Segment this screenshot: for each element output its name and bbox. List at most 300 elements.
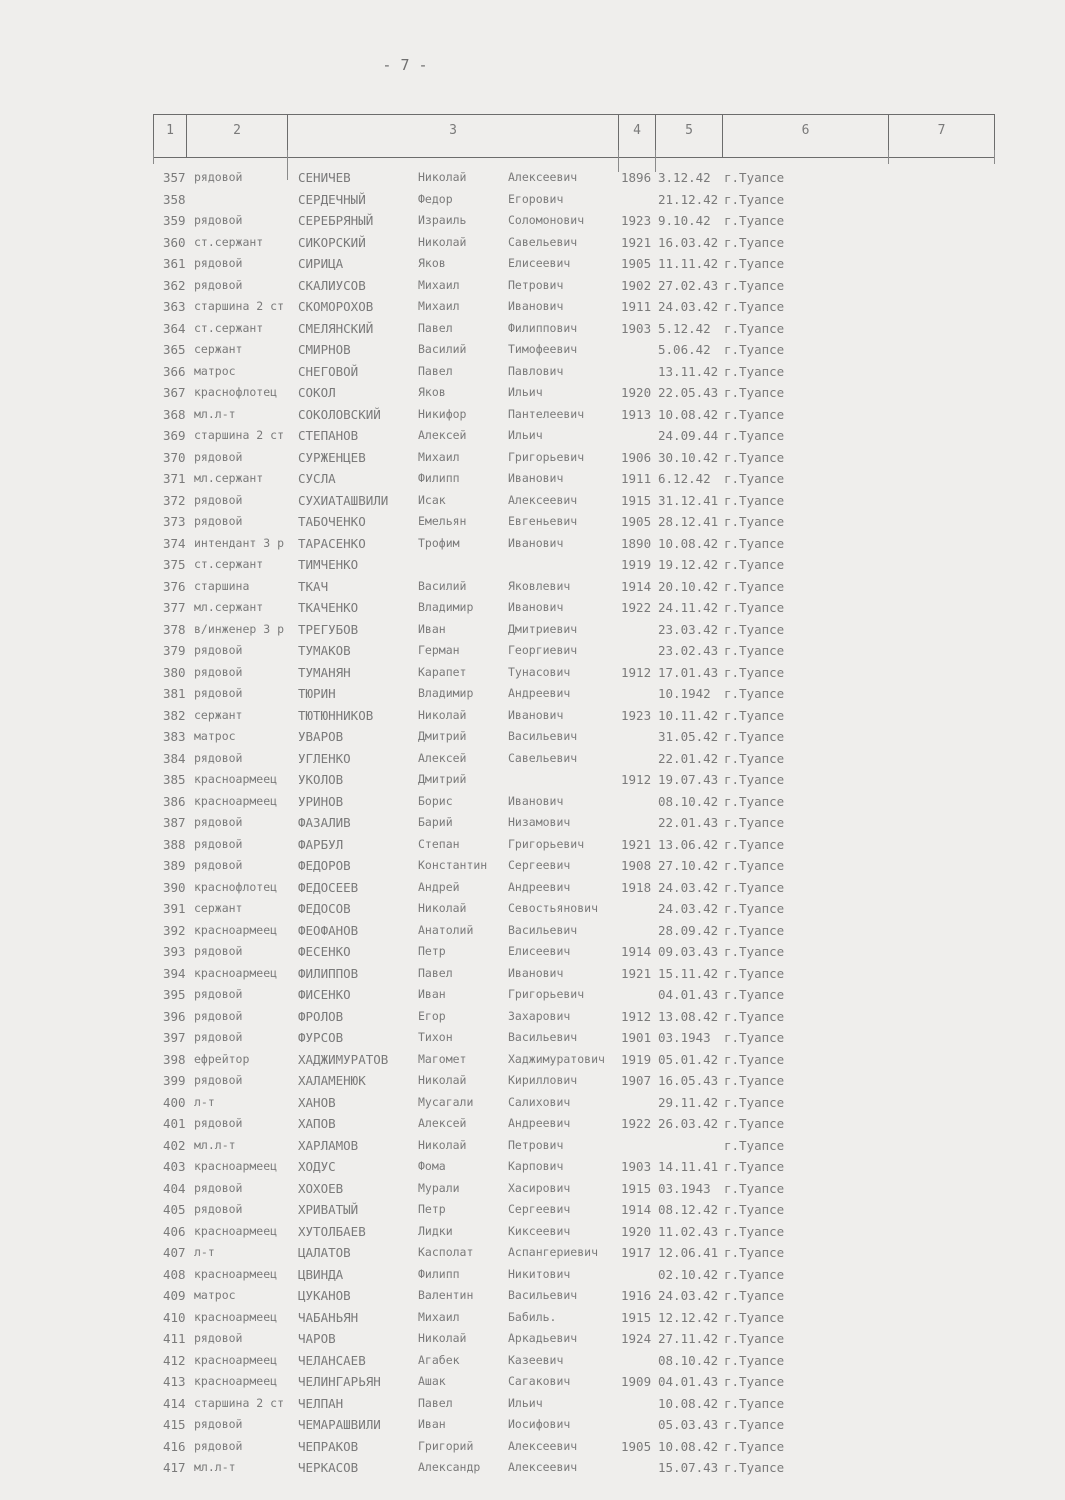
table-row (0, 769, 1065, 791)
record-number: 388 (163, 836, 186, 852)
record-burial-place: г.Туапсе (724, 449, 785, 465)
record-birth-year: 1920 (621, 385, 652, 400)
record-burial-place: г.Туапсе (724, 643, 785, 658)
record-first-name: Герман (418, 643, 460, 657)
table-row (0, 511, 1065, 533)
record-burial-place: г.Туапсе (724, 277, 785, 293)
record-burial-place: г.Туапсе (724, 428, 785, 443)
record-burial-place: г.Туапсе (724, 1030, 785, 1045)
record-patronymic: Хаджимуратович (508, 1051, 605, 1066)
record-number: 403 (163, 1159, 186, 1174)
record-burial-place: г.Туапсе (724, 406, 785, 422)
record-surname: ФИЛИППОВ (298, 965, 359, 981)
record-death-date: 20.10.42 (658, 578, 719, 594)
record-burial-place: г.Туапсе (724, 686, 785, 701)
record-surname: СУХИАТАШВИЛИ (298, 492, 389, 508)
record-first-name: Валентин (418, 1288, 474, 1302)
record-surname: ТЮРИН (298, 686, 336, 701)
record-first-name: Яков (418, 385, 446, 399)
record-number: 362 (163, 277, 186, 293)
record-death-date: 27.11.42 (658, 1331, 719, 1346)
record-rank: красноармеец (194, 922, 278, 937)
table-row (0, 1285, 1065, 1307)
record-death-date: 11.02.43 (658, 1223, 719, 1239)
record-birth-year: 1911 (621, 471, 652, 486)
record-number: 387 (163, 815, 186, 830)
record-surname: ФЕДОРОВ (298, 858, 351, 873)
record-first-name: Иван (418, 987, 446, 1001)
record-surname: ФЕДОСОВ (298, 901, 351, 916)
record-number: 396 (163, 1008, 186, 1024)
record-burial-place: г.Туапсе (724, 1223, 785, 1239)
record-number: 374 (163, 535, 186, 551)
record-patronymic: Андреевич (508, 879, 571, 894)
table-row (0, 425, 1065, 447)
record-burial-place: г.Туапсе (724, 191, 785, 207)
record-burial-place: г.Туапсе (724, 858, 785, 873)
record-birth-year: 1912 (621, 1008, 652, 1024)
record-death-date: 08.12.42 (658, 1202, 719, 1217)
record-patronymic: Иванович (508, 471, 564, 485)
record-death-date: 15.11.42 (658, 965, 719, 981)
record-surname: ХАРЛАМОВ (298, 1137, 359, 1153)
record-death-date: 21.12.42 (658, 191, 719, 207)
record-surname: ХРИВАТЫЙ (298, 1202, 359, 1217)
record-rank: л-т (194, 1094, 215, 1109)
record-rank: мл.л-т (194, 1137, 236, 1152)
column-header-5: 5 (655, 115, 722, 157)
record-number: 360 (163, 234, 186, 250)
record-patronymic: Сергеевич (508, 858, 571, 872)
record-surname: ТКАЧ (298, 578, 329, 594)
record-death-date: 26.03.42 (658, 1116, 719, 1131)
record-rank: рядовой (194, 944, 243, 958)
record-burial-place: г.Туапсе (724, 385, 785, 400)
record-number: 365 (163, 342, 186, 357)
record-surname: УГЛЕНКО (298, 750, 351, 766)
record-surname: ЦУКАНОВ (298, 1288, 351, 1303)
table-row (0, 1027, 1065, 1049)
record-patronymic: Иванович (508, 793, 564, 808)
record-number: 400 (163, 1094, 186, 1110)
record-patronymic: Тимофеевич (508, 342, 578, 356)
record-birth-year: 1912 (621, 772, 652, 787)
record-birth-year: 1914 (621, 1202, 652, 1217)
record-rank: рядовой (194, 256, 243, 270)
record-number: 380 (163, 664, 186, 680)
record-rank: красноармеец (194, 793, 278, 808)
record-first-name: Николай (418, 1073, 467, 1087)
record-number: 381 (163, 686, 186, 701)
table-row (0, 447, 1065, 469)
record-birth-year: 1916 (621, 1288, 652, 1303)
record-number: 392 (163, 922, 186, 938)
record-first-name: Григорий (418, 1438, 474, 1453)
record-patronymic: Севостьянович (508, 901, 599, 915)
record-first-name: Барий (418, 815, 453, 829)
record-burial-place: г.Туапсе (724, 1374, 785, 1389)
record-number: 404 (163, 1180, 186, 1196)
table-row (0, 339, 1065, 361)
record-rank: сержант (194, 342, 243, 356)
record-rank: краснофлотец (194, 385, 278, 399)
record-death-date: 5.06.42 (658, 342, 711, 357)
record-patronymic: Елисеевич (508, 944, 571, 958)
record-rank: рядовой (194, 750, 243, 765)
record-surname: ТРЕГУБОВ (298, 621, 359, 637)
record-number: 414 (163, 1395, 186, 1411)
record-birth-year: 1921 (621, 965, 652, 981)
record-first-name: Исак (418, 492, 446, 507)
record-birth-year: 1924 (621, 1331, 652, 1346)
record-number: 375 (163, 557, 186, 572)
record-number: 359 (163, 213, 186, 228)
record-rank: красноармеец (194, 1266, 278, 1281)
record-patronymic: Григорьевич (508, 836, 585, 851)
record-death-date: 02.10.42 (658, 1266, 719, 1282)
record-number: 370 (163, 449, 186, 465)
record-surname: СОКОЛОВСКИЙ (298, 406, 381, 422)
record-surname: СОКОЛ (298, 385, 336, 400)
record-patronymic: Хасирович (508, 1180, 571, 1195)
record-burial-place: г.Туапсе (724, 772, 785, 787)
record-surname: ФАРБУЛ (298, 836, 344, 852)
record-rank: интендант 3 р (194, 535, 285, 550)
table-row (0, 1307, 1065, 1329)
record-first-name: Николай (418, 234, 467, 249)
record-surname: ЧАРОВ (298, 1331, 336, 1346)
record-death-date: 03.1943 (658, 1180, 711, 1196)
record-death-date: 29.11.42 (658, 1094, 719, 1110)
record-burial-place: г.Туапсе (724, 944, 785, 959)
record-patronymic: Кириллович (508, 1073, 578, 1087)
table-row (0, 619, 1065, 641)
record-first-name: Константин (418, 858, 488, 872)
record-burial-place: г.Туапсе (724, 1417, 785, 1432)
record-number: 394 (163, 965, 186, 981)
record-rank: рядовой (194, 858, 243, 872)
record-birth-year: 1906 (621, 449, 652, 465)
record-burial-place: г.Туапсе (724, 1438, 785, 1454)
record-rank: рядовой (194, 1030, 243, 1044)
record-rank: рядовой (194, 1331, 243, 1345)
record-birth-year: 1922 (621, 600, 652, 615)
table-row (0, 275, 1065, 297)
record-burial-place: г.Туапсе (724, 1159, 785, 1174)
table-row (0, 1135, 1065, 1157)
record-rank: рядовой (194, 492, 243, 507)
record-burial-place: г.Туапсе (724, 1137, 785, 1153)
record-patronymic: Алексеевич (508, 1460, 578, 1474)
table-row (0, 1242, 1065, 1264)
record-burial-place: г.Туапсе (724, 1266, 785, 1282)
record-rank: рядовой (194, 1116, 243, 1130)
record-patronymic: Бабиль. (508, 1309, 557, 1324)
record-birth-year: 1917 (621, 1245, 652, 1260)
table-row (0, 189, 1065, 211)
record-number: 406 (163, 1223, 186, 1239)
record-surname: ФРОЛОВ (298, 1008, 344, 1024)
record-number: 413 (163, 1374, 186, 1389)
record-burial-place: г.Туапсе (724, 1180, 785, 1196)
table-row (0, 1006, 1065, 1028)
record-burial-place: г.Туапсе (724, 793, 785, 809)
record-patronymic: Дмитриевич (508, 621, 578, 636)
record-number: 415 (163, 1417, 186, 1432)
record-surname: ТУМАКОВ (298, 643, 351, 658)
record-burial-place: г.Туапсе (724, 1288, 785, 1303)
column-header-1: 1 (153, 115, 186, 157)
record-burial-place: г.Туапсе (724, 492, 785, 508)
record-burial-place: г.Туапсе (724, 1202, 785, 1217)
record-first-name: Николай (418, 901, 467, 915)
record-surname: СЕНИЧЕВ (298, 170, 351, 185)
record-birth-year: 1902 (621, 277, 652, 293)
record-number: 379 (163, 643, 186, 658)
record-death-date: 22.05.43 (658, 385, 719, 400)
record-first-name: Александр (418, 1460, 481, 1474)
record-patronymic: Васильевич (508, 1288, 578, 1302)
record-first-name: Петр (418, 944, 446, 958)
record-first-name: Андрей (418, 879, 460, 894)
record-death-date: 28.12.41 (658, 514, 719, 529)
record-patronymic: Соломонович (508, 213, 585, 227)
record-rank: рядовой (194, 686, 243, 700)
record-patronymic: Павлович (508, 363, 564, 378)
record-surname: ЧЕЛАНСАЕВ (298, 1352, 366, 1368)
record-death-date: 05.03.43 (658, 1417, 719, 1432)
table-row (0, 791, 1065, 813)
record-number: 357 (163, 170, 186, 185)
column-header-3: 3 (287, 115, 618, 157)
record-rank: краснофлотец (194, 879, 278, 894)
record-rank: рядовой (194, 213, 243, 227)
record-rank: красноармеец (194, 1223, 278, 1238)
record-death-date: 30.10.42 (658, 449, 719, 465)
table-row (0, 597, 1065, 619)
record-burial-place: г.Туапсе (724, 578, 785, 594)
record-death-date: 24.03.42 (658, 299, 719, 314)
record-number: 371 (163, 471, 186, 486)
table-row (0, 1371, 1065, 1393)
record-first-name: Владимир (418, 686, 474, 700)
table-row (0, 726, 1065, 748)
record-number: 358 (163, 191, 186, 207)
table-row (0, 1457, 1065, 1479)
record-first-name: Филипп (418, 1266, 460, 1281)
record-patronymic: Низамович (508, 815, 571, 829)
record-first-name: Петр (418, 1202, 446, 1216)
record-death-date: 27.10.42 (658, 858, 719, 873)
record-number: 367 (163, 385, 186, 400)
record-surname: СНЕГОВОЙ (298, 363, 359, 379)
record-first-name: Дмитрий (418, 772, 467, 786)
record-burial-place: г.Туапсе (724, 1051, 785, 1067)
record-burial-place: г.Туапсе (724, 1245, 785, 1260)
record-surname: ЧАБАНЬЯН (298, 1309, 359, 1325)
record-first-name: Борис (418, 793, 453, 808)
record-number: 409 (163, 1288, 186, 1303)
record-patronymic: Григорьевич (508, 449, 585, 464)
record-surname: ХАПОВ (298, 1116, 336, 1131)
record-death-date: 24.03.42 (658, 901, 719, 916)
record-burial-place: г.Туапсе (724, 621, 785, 637)
record-surname: УРИНОВ (298, 793, 344, 809)
record-patronymic: Андреевич (508, 1116, 571, 1130)
table-row (0, 898, 1065, 920)
record-surname: СТЕПАНОВ (298, 428, 359, 443)
record-death-date: 13.11.42 (658, 363, 719, 379)
record-first-name: Фома (418, 1159, 446, 1173)
record-number: 363 (163, 299, 186, 314)
record-death-date: 10.1942 (658, 686, 711, 701)
record-death-date: 31.12.41 (658, 492, 719, 508)
record-death-date: 04.01.43 (658, 987, 719, 1002)
record-death-date: 08.10.42 (658, 793, 719, 809)
record-list (0, 167, 1065, 1479)
record-rank: сержант (194, 707, 243, 722)
record-rank: рядовой (194, 1417, 243, 1431)
record-patronymic: Георгиевич (508, 643, 578, 657)
record-patronymic: Иванович (508, 299, 564, 313)
record-burial-place: г.Туапсе (724, 901, 785, 916)
record-death-date: 22.01.43 (658, 815, 719, 830)
record-patronymic: Ильич (508, 1395, 543, 1410)
record-surname: СМЕЛЯНСКИЙ (298, 320, 374, 336)
record-death-date: 08.10.42 (658, 1352, 719, 1368)
record-number: 410 (163, 1309, 186, 1325)
record-surname: ЧЕЛИНГАРЬЯН (298, 1374, 381, 1389)
record-patronymic: Салихович (508, 1094, 571, 1109)
record-birth-year: 1901 (621, 1030, 652, 1045)
record-number: 386 (163, 793, 186, 809)
record-death-date: 09.03.43 (658, 944, 719, 959)
record-death-date: 19.07.43 (658, 772, 719, 787)
record-rank: сержант (194, 901, 243, 915)
record-surname: ФИСЕНКО (298, 987, 351, 1002)
record-patronymic: Савельевич (508, 234, 578, 249)
record-death-date: 16.03.42 (658, 234, 719, 250)
record-patronymic: Егорович (508, 191, 564, 206)
record-surname: ТИМЧЕНКО (298, 557, 359, 572)
record-burial-place: г.Туапсе (724, 1352, 785, 1368)
record-birth-year: 1909 (621, 1374, 652, 1389)
record-first-name: Степан (418, 836, 460, 851)
record-patronymic: Васильевич (508, 1030, 578, 1044)
record-number: 417 (163, 1460, 186, 1475)
record-birth-year: 1923 (621, 707, 652, 723)
record-number: 405 (163, 1202, 186, 1217)
table-row (0, 1414, 1065, 1436)
table-row (0, 533, 1065, 555)
record-number: 369 (163, 428, 186, 443)
record-death-date: 13.08.42 (658, 1008, 719, 1024)
record-patronymic: Иосифович (508, 1417, 571, 1431)
column-divider (153, 150, 154, 164)
record-patronymic: Ильич (508, 385, 543, 399)
record-birth-year: 1919 (621, 1051, 652, 1067)
record-death-date: 24.11.42 (658, 600, 719, 615)
table-row (0, 877, 1065, 899)
table-row (0, 404, 1065, 426)
record-rank: красноармеец (194, 1374, 278, 1388)
table-row (0, 554, 1065, 576)
table-row (0, 1049, 1065, 1071)
record-rank: красноармеец (194, 1159, 278, 1173)
record-surname: ТАБОЧЕНКО (298, 514, 366, 529)
record-rank: красноармеец (194, 1309, 278, 1324)
record-death-date: 10.08.42 (658, 1438, 719, 1454)
table-row (0, 920, 1065, 942)
table-row (0, 468, 1065, 490)
record-first-name: Иван (418, 1417, 446, 1431)
record-rank: красноармеец (194, 965, 278, 980)
table-row (0, 662, 1065, 684)
record-death-date: 17.01.43 (658, 664, 719, 680)
record-rank: старшина 2 ст (194, 428, 285, 442)
record-first-name: Дмитрий (418, 729, 467, 743)
column-header-row (153, 114, 995, 158)
record-first-name: Лидки (418, 1223, 453, 1238)
record-patronymic: Иванович (508, 535, 564, 550)
record-death-date: 05.01.42 (658, 1051, 719, 1067)
record-burial-place: г.Туапсе (724, 729, 785, 744)
record-patronymic: Васильевич (508, 729, 578, 743)
record-first-name: Михаил (418, 277, 460, 292)
record-surname: ХУТОЛБАЕВ (298, 1223, 366, 1239)
record-rank: матрос (194, 1288, 236, 1302)
table-row (0, 210, 1065, 232)
table-row (0, 834, 1065, 856)
record-first-name: Алексей (418, 428, 467, 442)
record-surname: СЕРЕБРЯНЫЙ (298, 213, 374, 228)
record-birth-year: 1903 (621, 320, 652, 336)
record-death-date: 27.02.43 (658, 277, 719, 293)
record-patronymic: Киксеевич (508, 1223, 571, 1238)
record-first-name: Василий (418, 342, 467, 356)
record-first-name: Павел (418, 1395, 453, 1410)
record-death-date: 5.12.42 (658, 320, 711, 336)
record-number: 389 (163, 858, 186, 873)
record-first-name: Алексей (418, 1116, 467, 1130)
record-birth-year: 1914 (621, 944, 652, 959)
record-patronymic: Карпович (508, 1159, 564, 1173)
record-surname: ФЕОФАНОВ (298, 922, 359, 938)
record-burial-place: г.Туапсе (724, 363, 785, 379)
record-first-name: Николай (418, 1137, 467, 1152)
table-row (0, 984, 1065, 1006)
record-number: 401 (163, 1116, 186, 1131)
record-number: 372 (163, 492, 186, 508)
record-death-date: 14.11.41 (658, 1159, 719, 1174)
record-rank: рядовой (194, 1438, 243, 1453)
table-row (0, 1092, 1065, 1114)
table-row (0, 963, 1065, 985)
table-row (0, 253, 1065, 275)
record-death-date: 23.03.42 (658, 621, 719, 637)
record-surname: ХАЛАМЕНЮК (298, 1073, 366, 1088)
record-burial-place: г.Туапсе (724, 299, 785, 314)
record-rank: красноармеец (194, 1352, 278, 1367)
record-patronymic: Никитович (508, 1266, 571, 1281)
column-divider (994, 150, 995, 164)
record-first-name: Тихон (418, 1030, 453, 1044)
record-first-name: Егор (418, 1008, 446, 1023)
record-surname: ФЕДОСЕЕВ (298, 879, 359, 895)
record-burial-place: г.Туапсе (724, 256, 785, 271)
record-death-date: 13.06.42 (658, 836, 719, 852)
table-row (0, 640, 1065, 662)
